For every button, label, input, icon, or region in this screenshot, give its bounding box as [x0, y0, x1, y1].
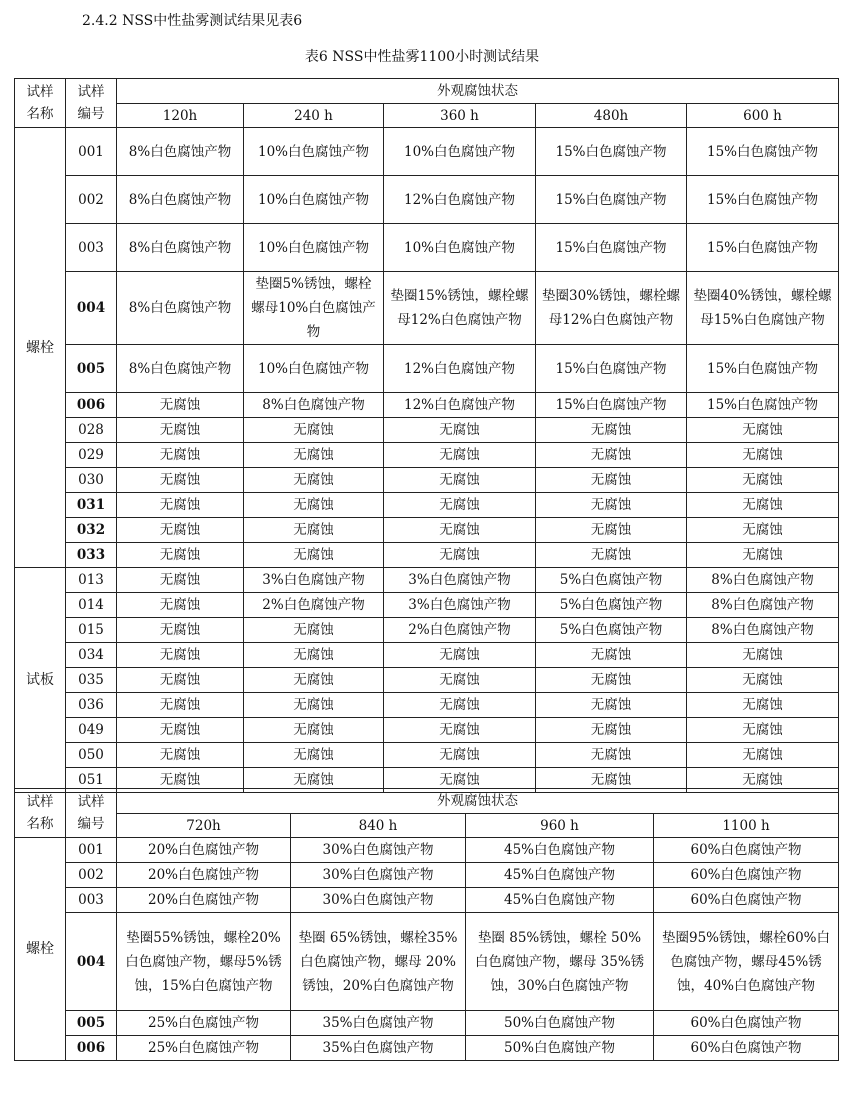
corrosion-cell: 60%白色腐蚀产物 [654, 1011, 839, 1036]
sample-name: 螺栓 [15, 838, 66, 1061]
corrosion-cell: 无腐蚀 [244, 493, 384, 518]
corrosion-cell: 15%白色腐蚀产物 [687, 128, 839, 176]
corrosion-cell: 8%白色腐蚀产物 [117, 128, 244, 176]
corrosion-cell: 15%白色腐蚀产物 [536, 393, 687, 418]
corrosion-cell: 无腐蚀 [384, 668, 536, 693]
corrosion-cell: 无腐蚀 [536, 718, 687, 743]
corrosion-cell: 15%白色腐蚀产物 [536, 176, 687, 224]
table-caption: 表6 NSS中性盐雾1100小时测试结果 [304, 49, 540, 65]
table-row [15, 493, 839, 518]
sample-id: 004 [66, 272, 117, 345]
corrosion-cell: 无腐蚀 [687, 418, 839, 443]
col-header-sample-name: 试样 名称 [15, 789, 66, 838]
corrosion-cell: 无腐蚀 [117, 568, 244, 593]
group-header-corrosion-state: 外观腐蚀状态 [117, 789, 839, 814]
table-row [15, 743, 839, 768]
sample-id: 006 [66, 393, 117, 418]
corrosion-cell: 无腐蚀 [384, 493, 536, 518]
corrosion-cell: 15%白色腐蚀产物 [687, 345, 839, 393]
corrosion-cell: 10%白色腐蚀产物 [244, 176, 384, 224]
corrosion-cell: 无腐蚀 [117, 668, 244, 693]
sample-id: 014 [66, 593, 117, 618]
table-row [15, 345, 839, 393]
corrosion-cell: 无腐蚀 [117, 743, 244, 768]
table-row [15, 1036, 839, 1061]
corrosion-cell: 无腐蚀 [117, 768, 244, 793]
corrosion-cell: 8%白色腐蚀产物 [687, 593, 839, 618]
corrosion-cell: 8%白色腐蚀产物 [687, 568, 839, 593]
table-row [15, 913, 839, 1011]
time-header-row [15, 814, 839, 838]
corrosion-cell: 无腐蚀 [687, 543, 839, 568]
table-row [15, 128, 839, 176]
corrosion-cell: 无腐蚀 [384, 443, 536, 468]
corrosion-cell: 无腐蚀 [117, 543, 244, 568]
corrosion-cell: 无腐蚀 [384, 418, 536, 443]
corrosion-cell: 8%白色腐蚀产物 [117, 345, 244, 393]
corrosion-cell: 无腐蚀 [244, 768, 384, 793]
sample-id: 003 [66, 224, 117, 272]
corrosion-cell: 5%白色腐蚀产物 [536, 568, 687, 593]
table-row [15, 593, 839, 618]
time-header: 840 h [291, 814, 466, 838]
corrosion-cell: 无腐蚀 [687, 443, 839, 468]
corrosion-cell: 15%白色腐蚀产物 [687, 393, 839, 418]
corrosion-cell: 10%白色腐蚀产物 [244, 224, 384, 272]
corrosion-cell: 45%白色腐蚀产物 [466, 888, 654, 913]
sample-id: 001 [66, 128, 117, 176]
corrosion-cell: 无腐蚀 [536, 693, 687, 718]
corrosion-cell: 无腐蚀 [384, 718, 536, 743]
corrosion-cell: 10%白色腐蚀产物 [244, 128, 384, 176]
sample-id: 003 [66, 888, 117, 913]
corrosion-cell: 垫圈5%锈蚀，螺栓螺母10%白色腐蚀产物 [244, 272, 384, 345]
table-row [15, 1011, 839, 1036]
sample-id: 050 [66, 743, 117, 768]
sample-id: 049 [66, 718, 117, 743]
table-row [15, 468, 839, 493]
table-row [15, 838, 839, 863]
sample-id: 032 [66, 518, 117, 543]
table-row [15, 568, 839, 593]
col-header-sample-name: 试样 名称 [15, 79, 66, 128]
corrosion-cell: 30%白色腐蚀产物 [291, 838, 466, 863]
time-header-row [15, 104, 839, 128]
table-row [15, 393, 839, 418]
corrosion-cell: 30%白色腐蚀产物 [291, 888, 466, 913]
corrosion-cell: 无腐蚀 [384, 468, 536, 493]
corrosion-cell: 10%白色腐蚀产物 [384, 128, 536, 176]
corrosion-cell: 无腐蚀 [244, 718, 384, 743]
corrosion-cell: 30%白色腐蚀产物 [291, 863, 466, 888]
corrosion-cell: 无腐蚀 [687, 643, 839, 668]
corrosion-cell: 垫圈40%锈蚀，螺栓螺母15%白色腐蚀产物 [687, 272, 839, 345]
corrosion-cell: 无腐蚀 [536, 493, 687, 518]
corrosion-cell: 25%白色腐蚀产物 [117, 1036, 291, 1061]
table-row [15, 643, 839, 668]
corrosion-cell: 3%白色腐蚀产物 [244, 568, 384, 593]
corrosion-cell: 垫圈55%锈蚀，螺栓20%白色腐蚀产物，螺母5%锈蚀，15%白色腐蚀产物 [117, 913, 291, 1011]
table-row [15, 418, 839, 443]
results-table-part1 [14, 78, 839, 793]
corrosion-cell: 无腐蚀 [117, 643, 244, 668]
corrosion-cell: 20%白色腐蚀产物 [117, 888, 291, 913]
corrosion-cell: 无腐蚀 [687, 768, 839, 793]
corrosion-cell: 无腐蚀 [244, 643, 384, 668]
corrosion-cell: 无腐蚀 [117, 518, 244, 543]
table-row [15, 224, 839, 272]
sample-id: 029 [66, 443, 117, 468]
corrosion-cell: 无腐蚀 [117, 693, 244, 718]
corrosion-cell: 无腐蚀 [117, 393, 244, 418]
table-row [15, 718, 839, 743]
section-heading: 2.4.2 NSS中性盐雾测试结果见表6 [82, 13, 303, 29]
corrosion-cell: 15%白色腐蚀产物 [687, 224, 839, 272]
corrosion-cell: 5%白色腐蚀产物 [536, 593, 687, 618]
sample-id: 051 [66, 768, 117, 793]
corrosion-cell: 无腐蚀 [384, 768, 536, 793]
corrosion-cell: 45%白色腐蚀产物 [466, 838, 654, 863]
results-table-part2 [14, 788, 839, 1061]
time-header: 480h [536, 104, 687, 128]
corrosion-cell: 无腐蚀 [384, 518, 536, 543]
corrosion-cell: 12%白色腐蚀产物 [384, 393, 536, 418]
corrosion-cell: 8%白色腐蚀产物 [117, 272, 244, 345]
corrosion-cell: 60%白色腐蚀产物 [654, 888, 839, 913]
corrosion-cell: 无腐蚀 [384, 693, 536, 718]
col-header-sample-id: 试样 编号 [66, 789, 117, 838]
sample-id: 005 [66, 345, 117, 393]
header-row [15, 789, 839, 814]
corrosion-cell: 垫圈 85%锈蚀，螺栓 50%白色腐蚀产物，螺母 35%锈蚀，30%白色腐蚀产物 [466, 913, 654, 1011]
corrosion-cell: 60%白色腐蚀产物 [654, 1036, 839, 1061]
corrosion-cell: 15%白色腐蚀产物 [536, 345, 687, 393]
sample-id: 005 [66, 1011, 117, 1036]
sample-id: 015 [66, 618, 117, 643]
table-row [15, 176, 839, 224]
corrosion-cell: 2%白色腐蚀产物 [384, 618, 536, 643]
time-header: 240 h [244, 104, 384, 128]
corrosion-cell: 60%白色腐蚀产物 [654, 863, 839, 888]
corrosion-cell: 20%白色腐蚀产物 [117, 863, 291, 888]
corrosion-cell: 无腐蚀 [244, 743, 384, 768]
corrosion-cell: 无腐蚀 [244, 518, 384, 543]
corrosion-cell: 5%白色腐蚀产物 [536, 618, 687, 643]
corrosion-cell: 垫圈15%锈蚀，螺栓螺母12%白色腐蚀产物 [384, 272, 536, 345]
corrosion-cell: 10%白色腐蚀产物 [384, 224, 536, 272]
table-row [15, 668, 839, 693]
table-row [15, 693, 839, 718]
corrosion-cell: 25%白色腐蚀产物 [117, 1011, 291, 1036]
corrosion-cell: 3%白色腐蚀产物 [384, 593, 536, 618]
corrosion-cell: 无腐蚀 [536, 468, 687, 493]
corrosion-cell: 3%白色腐蚀产物 [384, 568, 536, 593]
corrosion-cell: 20%白色腐蚀产物 [117, 838, 291, 863]
corrosion-cell: 60%白色腐蚀产物 [654, 838, 839, 863]
corrosion-cell: 无腐蚀 [536, 443, 687, 468]
time-header: 1100 h [654, 814, 839, 838]
corrosion-cell: 15%白色腐蚀产物 [536, 128, 687, 176]
corrosion-cell: 12%白色腐蚀产物 [384, 176, 536, 224]
sample-id: 001 [66, 838, 117, 863]
corrosion-cell: 2%白色腐蚀产物 [244, 593, 384, 618]
corrosion-cell: 无腐蚀 [536, 643, 687, 668]
corrosion-cell: 无腐蚀 [536, 543, 687, 568]
corrosion-cell: 无腐蚀 [384, 743, 536, 768]
corrosion-cell: 无腐蚀 [687, 493, 839, 518]
corrosion-cell: 15%白色腐蚀产物 [536, 224, 687, 272]
corrosion-cell: 无腐蚀 [687, 668, 839, 693]
time-header: 960 h [466, 814, 654, 838]
sample-id: 030 [66, 468, 117, 493]
table-row [15, 443, 839, 468]
corrosion-cell: 无腐蚀 [244, 418, 384, 443]
corrosion-cell: 无腐蚀 [244, 468, 384, 493]
corrosion-cell: 垫圈 65%锈蚀，螺栓35%白色腐蚀产物，螺母 20%锈蚀，20%白色腐蚀产物 [291, 913, 466, 1011]
corrosion-cell: 无腐蚀 [687, 718, 839, 743]
time-header: 120h [117, 104, 244, 128]
corrosion-cell: 无腐蚀 [117, 593, 244, 618]
corrosion-cell: 无腐蚀 [244, 668, 384, 693]
corrosion-cell: 10%白色腐蚀产物 [244, 345, 384, 393]
corrosion-cell: 无腐蚀 [384, 643, 536, 668]
corrosion-cell: 无腐蚀 [244, 443, 384, 468]
group-header-corrosion-state: 外观腐蚀状态 [117, 79, 839, 104]
time-header: 360 h [384, 104, 536, 128]
corrosion-cell: 15%白色腐蚀产物 [687, 176, 839, 224]
table-row [15, 518, 839, 543]
sample-id: 013 [66, 568, 117, 593]
sample-id: 035 [66, 668, 117, 693]
corrosion-cell: 无腐蚀 [117, 468, 244, 493]
corrosion-cell: 无腐蚀 [687, 468, 839, 493]
corrosion-cell: 无腐蚀 [384, 543, 536, 568]
table-row [15, 888, 839, 913]
table-row [15, 618, 839, 643]
corrosion-cell: 无腐蚀 [536, 768, 687, 793]
corrosion-cell: 垫圈30%锈蚀，螺栓螺母12%白色腐蚀产物 [536, 272, 687, 345]
sample-id: 002 [66, 176, 117, 224]
corrosion-cell: 无腐蚀 [117, 718, 244, 743]
sample-name: 试板 [15, 568, 66, 793]
corrosion-cell: 8%白色腐蚀产物 [117, 224, 244, 272]
corrosion-cell: 无腐蚀 [536, 418, 687, 443]
sample-id: 002 [66, 863, 117, 888]
sample-id: 004 [66, 913, 117, 1011]
corrosion-cell: 8%白色腐蚀产物 [687, 618, 839, 643]
corrosion-cell: 无腐蚀 [536, 668, 687, 693]
sample-id: 031 [66, 493, 117, 518]
table-row [15, 543, 839, 568]
corrosion-cell: 无腐蚀 [687, 518, 839, 543]
corrosion-cell: 无腐蚀 [244, 543, 384, 568]
corrosion-cell: 垫圈95%锈蚀，螺栓60%白色腐蚀产物，螺母45%锈蚀，40%白色腐蚀产物 [654, 913, 839, 1011]
corrosion-cell: 35%白色腐蚀产物 [291, 1036, 466, 1061]
sample-id: 033 [66, 543, 117, 568]
corrosion-cell: 50%白色腐蚀产物 [466, 1036, 654, 1061]
sample-id: 034 [66, 643, 117, 668]
table-row [15, 863, 839, 888]
corrosion-cell: 无腐蚀 [117, 443, 244, 468]
corrosion-cell: 无腐蚀 [244, 693, 384, 718]
corrosion-cell: 无腐蚀 [687, 693, 839, 718]
corrosion-cell: 无腐蚀 [117, 418, 244, 443]
time-header: 720h [117, 814, 291, 838]
corrosion-cell: 无腐蚀 [536, 518, 687, 543]
col-header-sample-id: 试样 编号 [66, 79, 117, 128]
corrosion-cell: 无腐蚀 [687, 743, 839, 768]
sample-name: 螺栓 [15, 128, 66, 568]
header-row [15, 79, 839, 104]
corrosion-cell: 无腐蚀 [536, 743, 687, 768]
sample-id: 036 [66, 693, 117, 718]
corrosion-cell: 无腐蚀 [244, 618, 384, 643]
corrosion-cell: 8%白色腐蚀产物 [117, 176, 244, 224]
sample-id: 028 [66, 418, 117, 443]
sample-id: 006 [66, 1036, 117, 1061]
corrosion-cell: 无腐蚀 [117, 493, 244, 518]
corrosion-cell: 12%白色腐蚀产物 [384, 345, 536, 393]
corrosion-cell: 45%白色腐蚀产物 [466, 863, 654, 888]
time-header: 600 h [687, 104, 839, 128]
corrosion-cell: 50%白色腐蚀产物 [466, 1011, 654, 1036]
corrosion-cell: 无腐蚀 [117, 618, 244, 643]
corrosion-cell: 8%白色腐蚀产物 [244, 393, 384, 418]
table-row [15, 272, 839, 345]
corrosion-cell: 35%白色腐蚀产物 [291, 1011, 466, 1036]
